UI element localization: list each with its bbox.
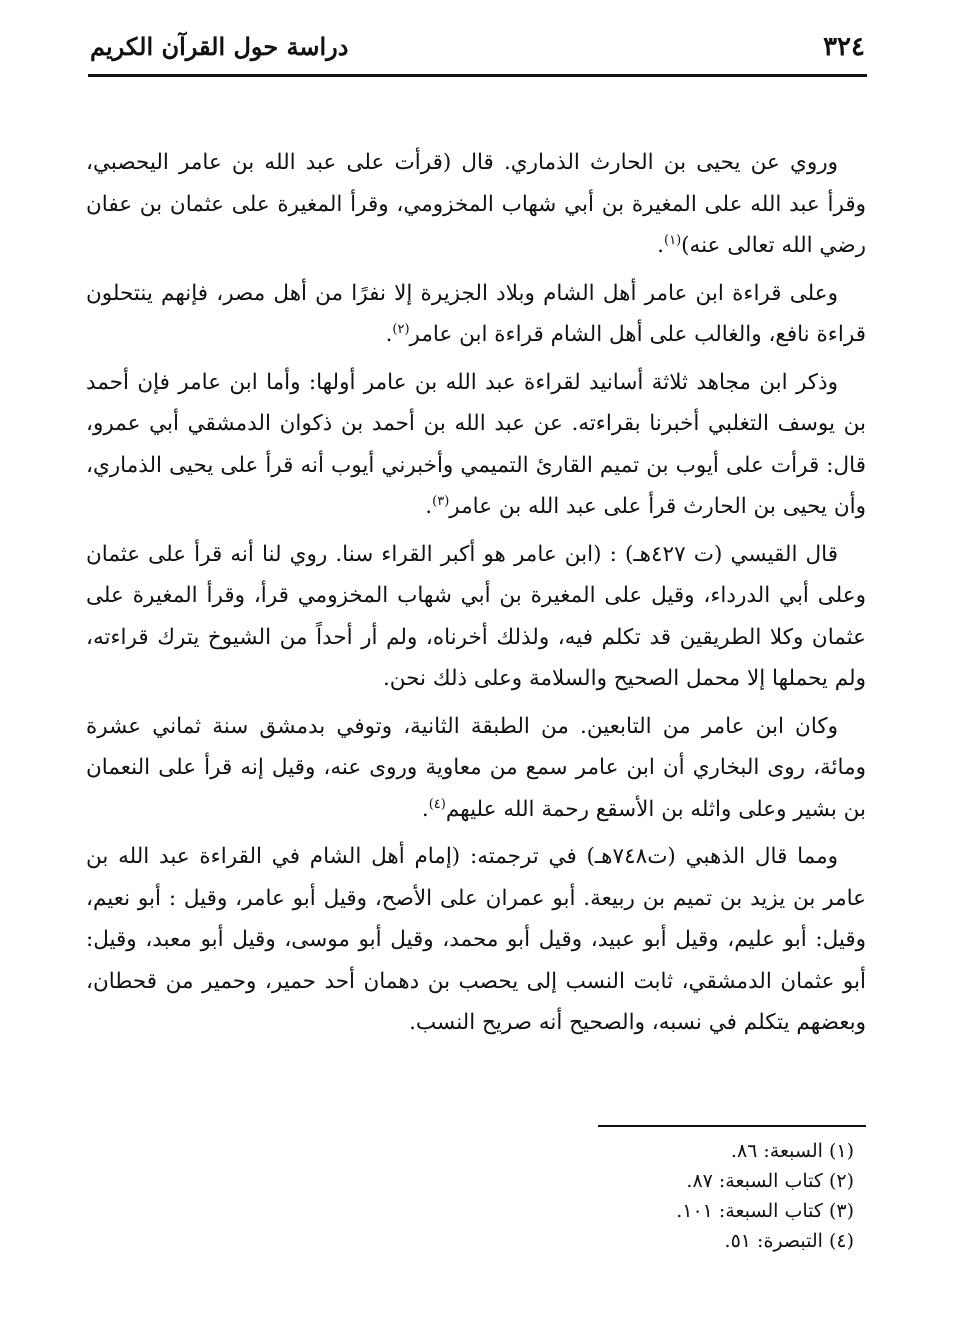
page-header bbox=[90, 30, 865, 72]
header-rule bbox=[88, 74, 867, 77]
paragraph: وعلى قراءة ابن عامر أهل الشام وبلاد الجزيرة إلا نفرًا من أهل مصر، فإنهم ينتحلون قراءة نافع، والغالب على أهل الشام قراءة ابن عامر$^{(٢)}$. bbox=[86, 280, 866, 347]
footnote-ref: (٤) bbox=[428, 796, 446, 812]
paragraph: وذكر ابن مجاهد ثلاثة أسانيد لقراءة عبد الله بن عامر أولها: وأما ابن عامر فإن أحمد بن يوسف التغلبي أخبرنا بقراءته. عن عبد الله بن أحمد بن ذكوان الدمشقي أبي عمرو، قال: قرأت على أيوب بن تميم القارئ التميمي وأخبرني أيوب أنه قرأ على يحيى الذماري، وأن يحيى بن الحارث قرأ على عبد الله بن عامر$^{(٣)}$. bbox=[86, 369, 866, 519]
footnote-ref: (١) bbox=[664, 232, 682, 248]
footnote: (٤) التبصرة: ٥١. bbox=[724, 1230, 854, 1252]
footnote-separator bbox=[598, 1125, 866, 1127]
paragraph: قال القيسي (ت ٤٢٧هـ) : (ابن عامر هو أكبر القراء سنا. روي لنا أنه قرأ على عثمان وعلى أبي الدرداء، وقيل على المغيرة بن أبي شهاب المخزومي قرأ، وقرأ المغيرة على عثمان وكلا الطريقين قد تكلم فيه، ولذلك أخرناه، ولم أر أحداً من الشيوخ يترك قراءته، ولم يحملها إلا محمل الصحيح والسلامة وعلى ذلك نحن. bbox=[86, 541, 866, 691]
main-text bbox=[86, 142, 866, 1050]
paragraph: وروي عن يحيى بن الحارث الذماري. قال (قرأت على عبد الله بن عامر اليحصبي، وقرأ عبد الله على المغيرة بن أبي شهاب المخزومي، وقرأ المغيرة على عثمان بن عفان رضي الله تعالى عنه)$^{(١)}$. bbox=[86, 150, 866, 258]
footnotes bbox=[86, 1136, 854, 1256]
paragraph: وكان ابن عامر من التابعين. من الطبقة الثانية، وتوفي بدمشق سنة ثماني عشرة ومائة، روى البخاري أن ابن عامر سمع من معاوية وروى عنه، وقيل إنه قرأ على النعمان بن بشير وعلى واثله بن الأسقع رحمة الله عليهم$^{(٤)}$. bbox=[86, 713, 866, 822]
footnote-ref: (٢) bbox=[392, 321, 410, 337]
footnote-ref: (٣) bbox=[432, 493, 450, 509]
paragraph: ومما قال الذهبي (ت٧٤٨هـ) في ترجمته: (إمام أهل الشام في القراءة عبد الله بن عامر بن يزيد بن تميم بن ربيعة. أبو عمران على الأصح، وقيل أبو عامر، وقيل : أبو نعيم، وقيل: أبو عليم، وقيل أبو عبيد، وقيل أبو محمد، وقيل أبو موسى، وقيل أبو معبد، وقيل: أبو عثمان الدمشقي، ثابت النسب إلى يحصب بن دهمان أحد حمير، وحمير من قحطان، وبعضهم يتكلم في نسبه، والصحيح أنه صريح النسب. bbox=[86, 844, 866, 1035]
footnote: (٣) كتاب السبعة: ١٠١. bbox=[676, 1200, 854, 1222]
footnote: (٢) كتاب السبعة: ٨٧. bbox=[686, 1170, 854, 1192]
footnote: (١) السبعة: ٨٦. bbox=[730, 1140, 854, 1162]
page-number: ٣٢٤ bbox=[823, 32, 865, 62]
running-title: دراسة حول القرآن الكريم bbox=[90, 32, 349, 61]
